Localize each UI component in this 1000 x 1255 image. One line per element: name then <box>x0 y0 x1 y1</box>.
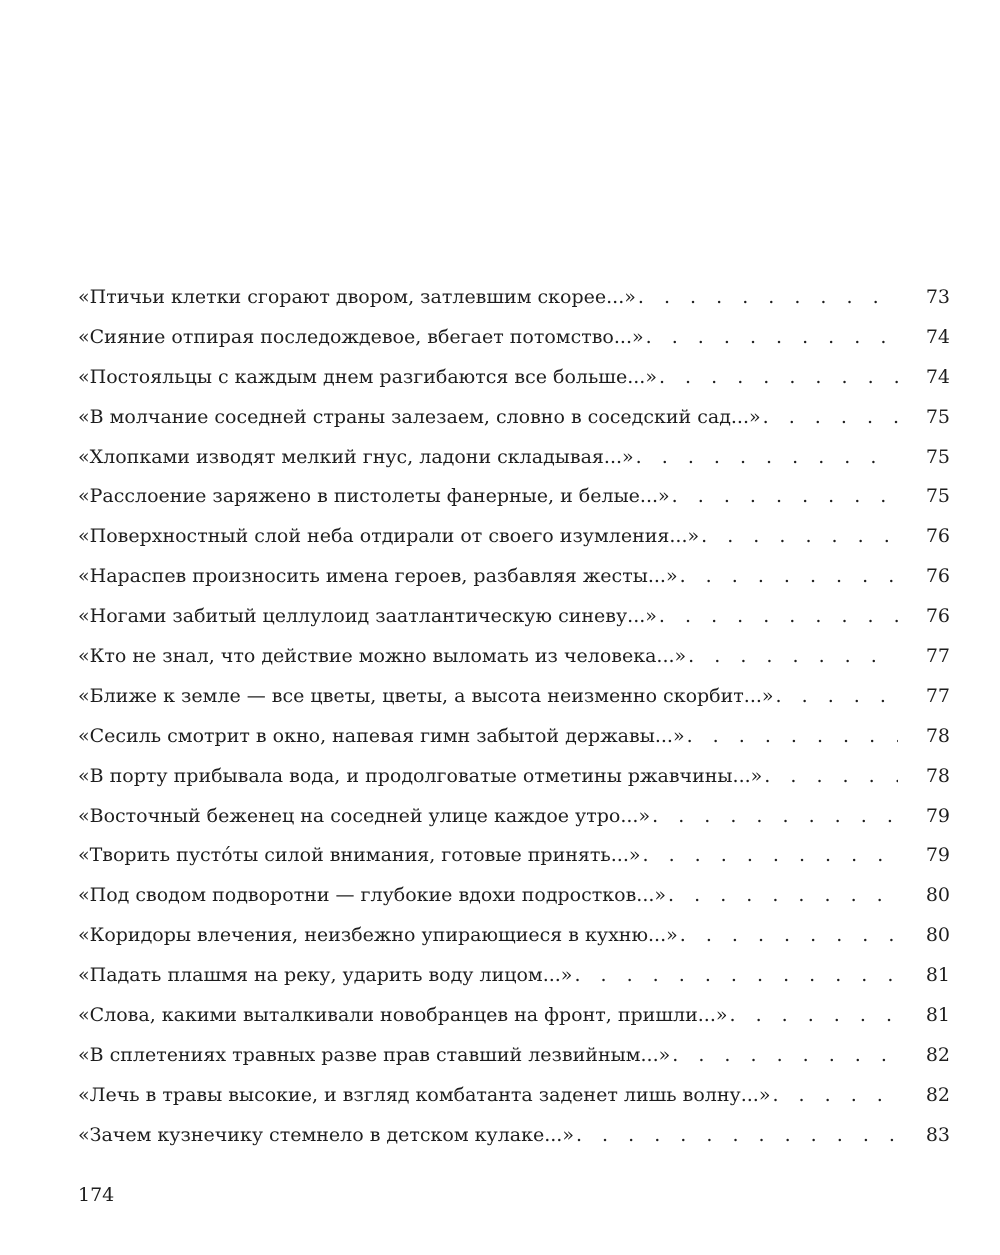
toc-entry <box>78 1116 950 1156</box>
toc-entry <box>78 438 950 478</box>
toc-entry-title: «Птичьи клетки сгорают двором, затлевшим скорее...» <box>78 286 636 308</box>
toc-entry <box>78 1036 950 1076</box>
toc-entry <box>78 597 950 637</box>
dot-leader <box>680 557 898 597</box>
dot-leader <box>638 278 898 318</box>
toc-entry <box>78 677 950 717</box>
dot-leader <box>672 477 898 517</box>
toc-entry <box>78 836 950 876</box>
dot-leader <box>646 318 898 358</box>
dot-leader <box>729 996 898 1036</box>
dot-leader <box>652 797 898 837</box>
toc-entry <box>78 318 950 358</box>
dot-leader <box>772 1076 898 1116</box>
toc-entry-page: 82 <box>925 1043 950 1066</box>
toc-entry-title: «Расслоение заряжено в пистолеты фанерные, и белые...» <box>78 485 670 508</box>
toc-entry-page: 82 <box>925 1083 950 1106</box>
toc-entry-title: «Падать плашмя на реку, ударить воду лицом...» <box>78 964 573 987</box>
dot-leader <box>643 836 899 876</box>
dot-leader <box>576 1116 898 1156</box>
toc-entry-page: 81 <box>925 964 950 987</box>
dot-leader <box>659 597 898 637</box>
toc-entry-page: 73 <box>925 286 950 308</box>
dot-leader <box>680 916 898 956</box>
toc-entry <box>78 757 950 797</box>
toc-entry <box>78 517 950 557</box>
toc-entry-title: «В молчание соседней страны залезаем, словно в соседский сад...» <box>78 405 761 428</box>
dot-leader <box>574 956 898 996</box>
toc-entry-page: 79 <box>925 844 950 867</box>
toc-entry-title: «Сияние отпирая последождевое, вбегает потомство...» <box>78 325 644 348</box>
toc-entry-title: «Ближе к земле — все цветы, цветы, а высота неизменно скорбит...» <box>78 684 774 707</box>
dot-leader <box>701 517 898 557</box>
toc-entry-page: 79 <box>925 804 950 827</box>
toc-entry-title: «Поверхностный слой неба отдирали от своего изумления...» <box>78 525 700 548</box>
toc-entry <box>78 1076 950 1116</box>
toc-entry-page: 80 <box>925 924 950 947</box>
toc-entry-title: «Восточный беженец на соседней улице каждое утро...» <box>78 804 651 827</box>
toc-entry-page: 74 <box>925 365 950 388</box>
toc-entry-page: 75 <box>925 485 950 508</box>
toc-entry-title: «Сесиль смотрит в окно, напевая гимн забытой державы...» <box>78 724 685 747</box>
dot-leader <box>776 677 898 717</box>
toc-entry-title: «Хлопками изводят мелкий гнус, ладони складывая...» <box>78 445 634 468</box>
toc-entry-page: 78 <box>925 724 950 747</box>
toc-entry-page: 76 <box>925 605 950 628</box>
toc-entry-title: «Зачем кузнечику стемнело в детском кулаке...» <box>78 1123 574 1146</box>
toc-entry-page: 75 <box>925 445 950 468</box>
dot-leader <box>764 757 898 797</box>
page-number: 174 <box>78 1184 115 1206</box>
toc-entry-title: «Нараспев произносить имена героев, разбавляя жесты...» <box>78 565 678 588</box>
dot-leader <box>668 876 898 916</box>
toc-entry <box>78 717 950 757</box>
toc-entry-page: 77 <box>925 645 950 668</box>
toc-entry <box>78 557 950 597</box>
toc-entry-title: «Коридоры влечения, неизбежно упирающиеся в кухню...» <box>78 924 678 947</box>
toc-entry <box>78 278 950 318</box>
toc-entry <box>78 996 950 1036</box>
dot-leader <box>688 637 898 677</box>
toc-entry-page: 76 <box>925 565 950 588</box>
toc-entry-page: 75 <box>925 405 950 428</box>
toc-entry-page: 77 <box>925 684 950 707</box>
toc-entry <box>78 797 950 837</box>
dot-leader <box>687 717 898 757</box>
toc-entry-page: 74 <box>925 325 950 348</box>
toc-entry <box>78 956 950 996</box>
toc-entry-page: 76 <box>925 525 950 548</box>
toc-entry <box>78 916 950 956</box>
toc-entry-title: «Кто не знал, что действие можно выломать из человека...» <box>78 645 687 668</box>
toc-entry-page: 81 <box>925 1004 950 1027</box>
toc-entry <box>78 398 950 438</box>
toc-entry-title: «В порту прибывала вода, и продолговатые отметины ржавчины...» <box>78 764 763 787</box>
dot-leader <box>763 398 898 438</box>
table-of-contents <box>78 278 950 1156</box>
toc-entry <box>78 477 950 517</box>
toc-entry-title: «Ногами забитый целлулоид заатлантическую синеву...» <box>78 605 657 628</box>
toc-entry-page: 83 <box>925 1123 950 1146</box>
toc-entry-title: «Слова, какими выталкивали новобранцев на фронт, пришли...» <box>78 1004 728 1027</box>
toc-entry-title: «В сплетениях травных разве прав ставший лезвийным...» <box>78 1043 671 1066</box>
toc-entry-title: «Лечь в травы высокие, и взгляд комбатанта заденет лишь волну...» <box>78 1083 771 1106</box>
dot-leader <box>636 438 898 478</box>
toc-entry-title: «Под сводом подворотни — глубокие вдохи подростков...» <box>78 884 667 907</box>
toc-entry <box>78 637 950 677</box>
toc-entry <box>78 358 950 398</box>
toc-entry-title: «Творить пустóты силой внимания, готовые принять...» <box>78 844 641 867</box>
toc-entry-title: «Постояльцы с каждым днем разгибаются все больше...» <box>78 365 657 388</box>
toc-entry-page: 80 <box>925 884 950 907</box>
dot-leader <box>672 1036 898 1076</box>
dot-leader <box>659 358 898 398</box>
toc-entry-page: 78 <box>925 764 950 787</box>
toc-entry <box>78 876 950 916</box>
